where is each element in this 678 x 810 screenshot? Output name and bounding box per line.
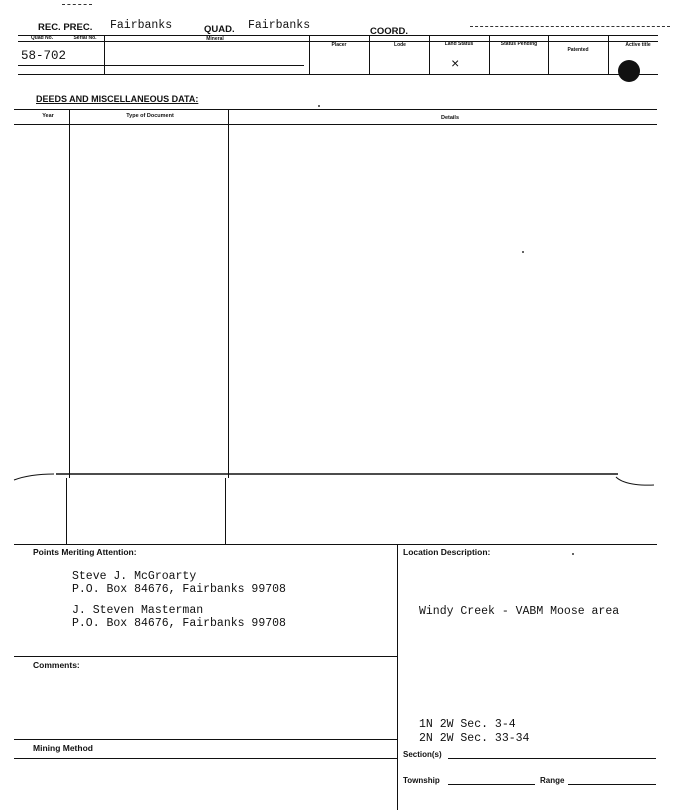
header-top-dashes xyxy=(470,26,670,27)
contact-name-2: J. Steven Masterman xyxy=(72,604,204,617)
rec-prec-label: REC. PREC. xyxy=(38,22,93,33)
header-top-dashes xyxy=(62,4,92,5)
col-serial-no: Serial No. xyxy=(73,35,97,41)
active-title-dot xyxy=(618,60,640,82)
deeds-section-title: DEEDS AND MISCELLANEOUS DATA: xyxy=(36,94,199,104)
stray-dot xyxy=(318,105,320,107)
township-label: Township xyxy=(403,776,440,785)
location-description-value: Windy Creek - VABM Moose area xyxy=(419,605,620,618)
quad-serial-value: 58-702 xyxy=(21,49,67,63)
col-active-title: Active title xyxy=(625,42,651,48)
location-description-label: Location Description: xyxy=(403,547,491,557)
rec-prec-value: Fairbanks xyxy=(110,19,173,32)
comments-label: Comments: xyxy=(33,660,80,670)
col-status-pending: Status Pending xyxy=(500,41,538,47)
quad-value: Fairbanks xyxy=(248,19,311,32)
township-fill-line xyxy=(448,784,535,785)
col-land-status: Land Status xyxy=(444,41,474,47)
section-line-2: 2N 2W Sec. 33-34 xyxy=(419,732,530,745)
stray-dot xyxy=(522,251,524,253)
col-mineral: Mineral xyxy=(206,36,224,42)
col-details: Details xyxy=(440,115,460,121)
range-label: Range xyxy=(540,776,565,785)
bottom-divider xyxy=(397,544,398,810)
mining-method-label: Mining Method xyxy=(33,743,93,753)
contact-name-1: Steve J. McGroarty xyxy=(72,570,197,583)
col-lode: Lode xyxy=(394,42,406,48)
sections-fill-line xyxy=(448,758,656,759)
land-status-mark: × xyxy=(451,57,460,73)
mining-method-bottom-line xyxy=(14,758,397,759)
col-patented: Patented xyxy=(567,47,589,53)
stray-dot xyxy=(572,553,574,555)
points-meriting-attention-label: Points Meriting Attention: xyxy=(33,547,137,557)
comments-top-line xyxy=(14,656,397,657)
range-fill-line xyxy=(568,784,656,785)
col-quad-no: Quad No. xyxy=(30,35,54,41)
col-type-of-document: Type of Document xyxy=(126,113,174,119)
col-placer: Placer xyxy=(331,42,347,48)
bottom-section-top-line xyxy=(14,544,657,545)
contact-address-1: P.O. Box 84676, Fairbanks 99708 xyxy=(72,583,286,596)
col-year: Year xyxy=(42,113,54,119)
coord-label: COORD. xyxy=(370,26,408,37)
sections-label: Section(s) xyxy=(403,750,442,759)
page-fold-line xyxy=(0,466,678,486)
quad-label: QUAD. xyxy=(204,24,235,35)
contact-address-2: P.O. Box 84676, Fairbanks 99708 xyxy=(72,617,286,630)
section-line-1: 1N 2W Sec. 3-4 xyxy=(419,718,516,731)
mining-method-top-line xyxy=(14,739,397,740)
